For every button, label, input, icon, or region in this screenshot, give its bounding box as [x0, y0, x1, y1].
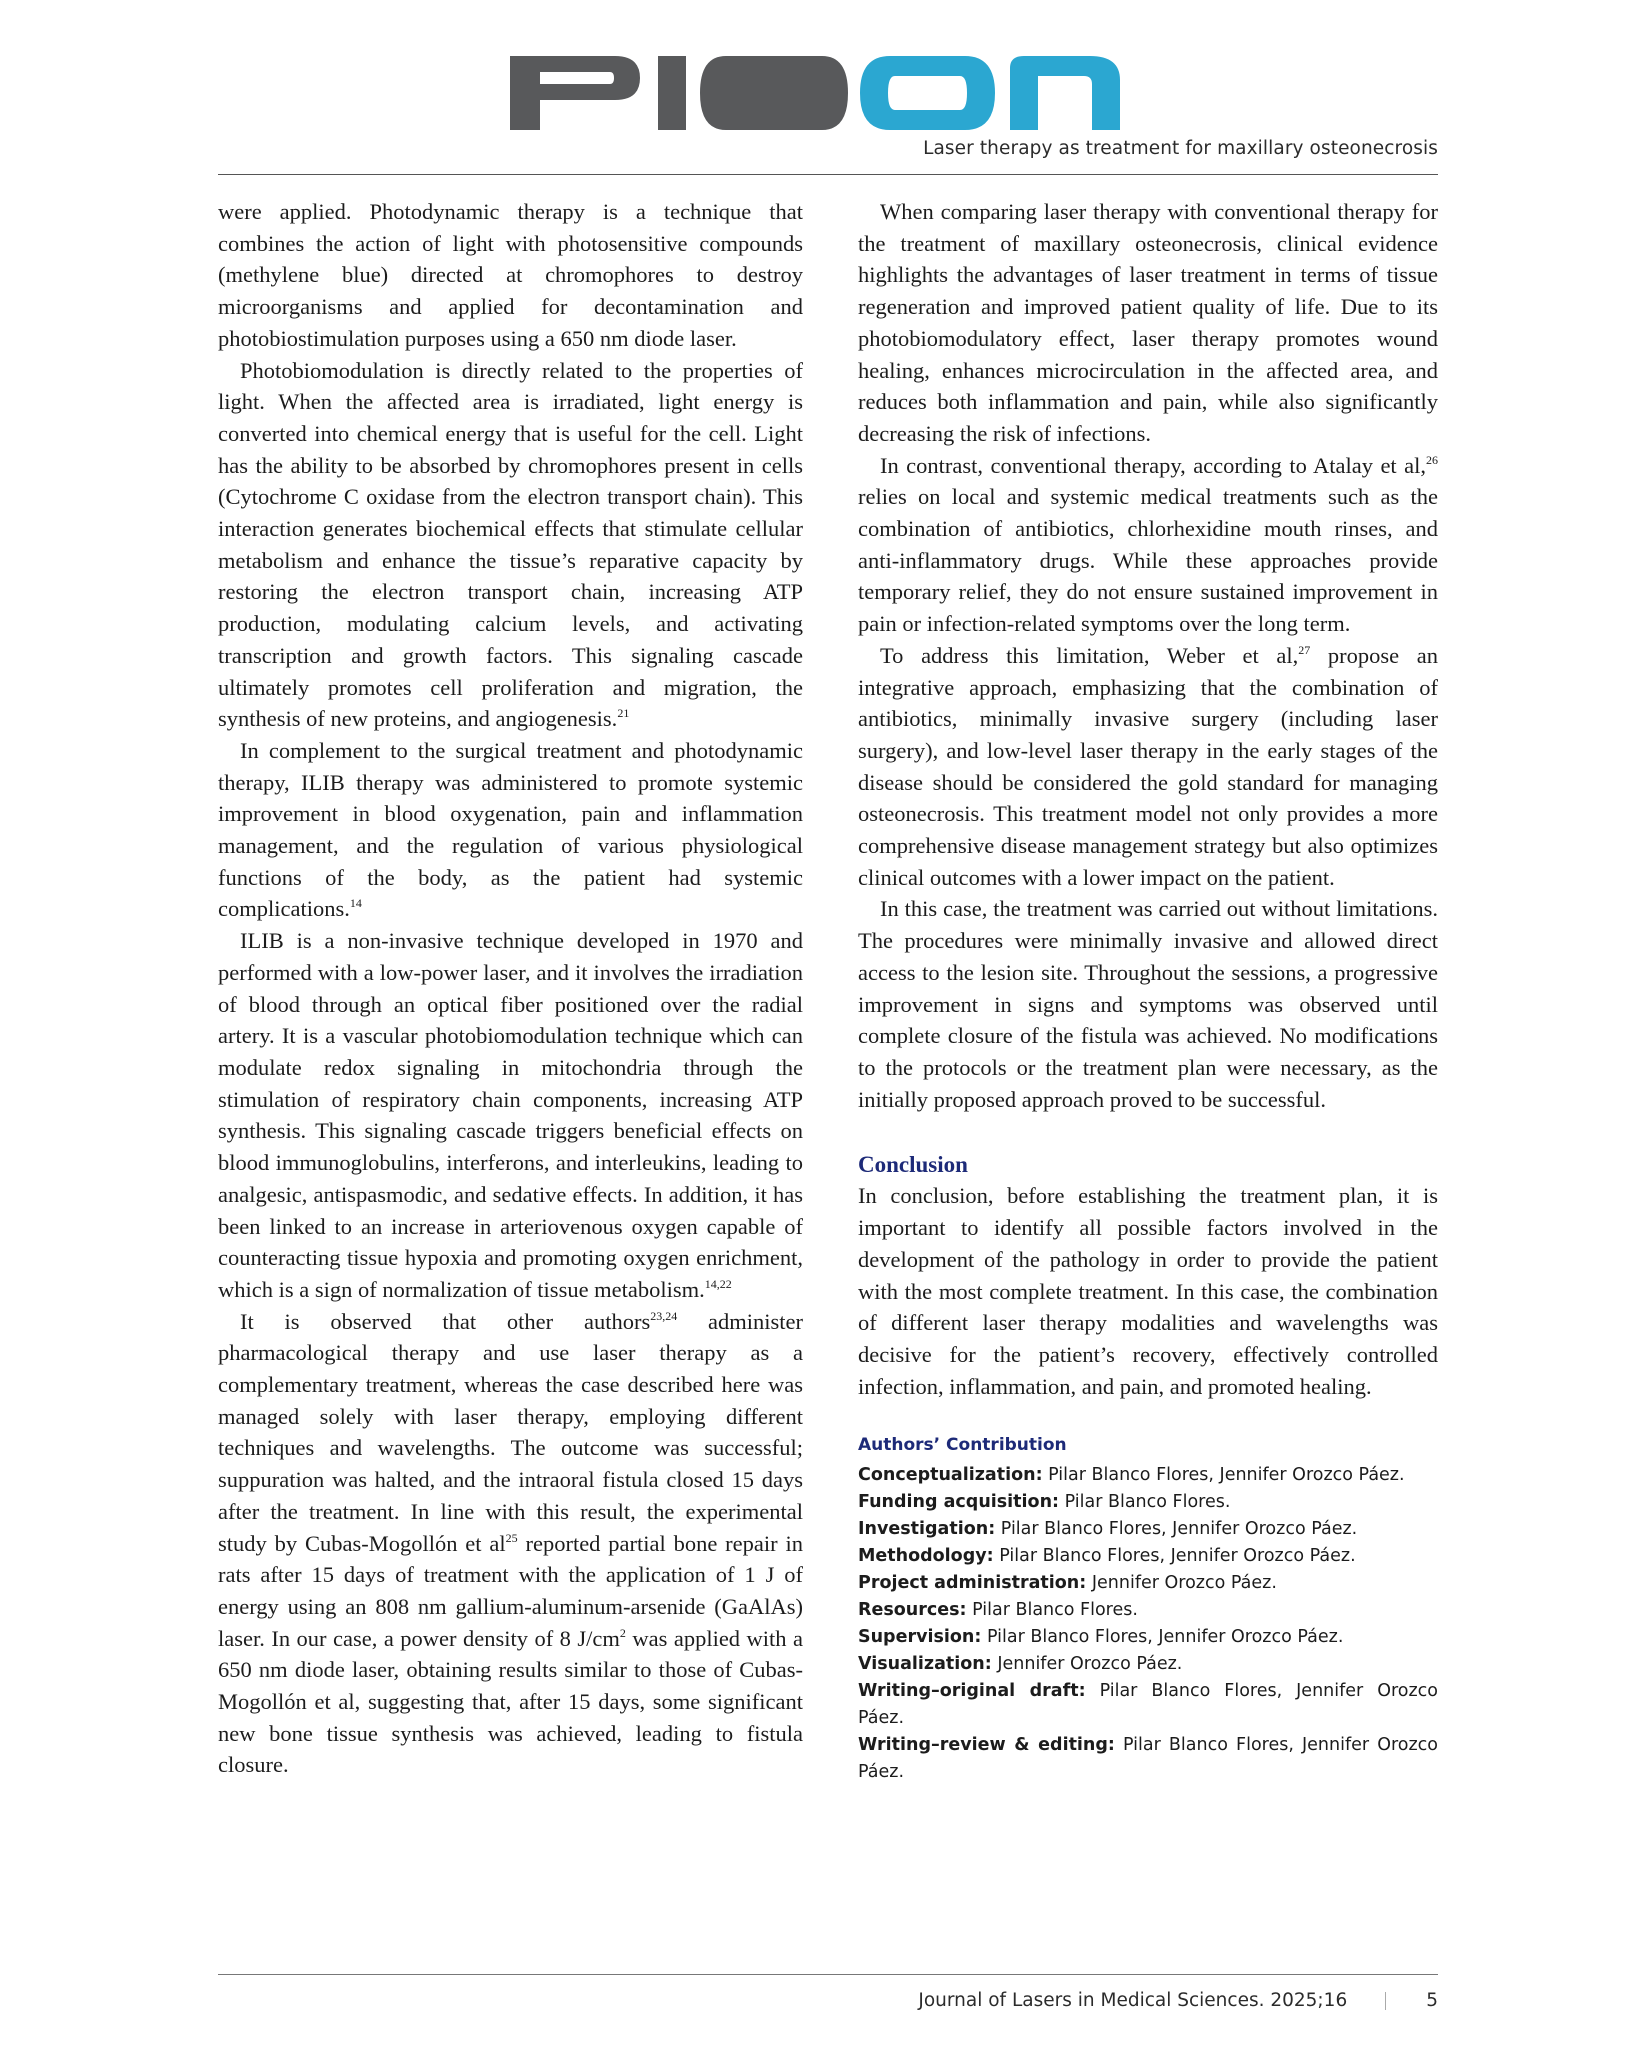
contribution-list	[858, 1462, 1438, 1786]
conclusion-heading: Conclusion	[858, 1152, 968, 1178]
footer-separator	[1385, 1992, 1386, 2010]
contribution-role: Resources:	[858, 1600, 967, 1621]
paragraph: When comparing laser therapy with conventional therapy for the treatment of maxillary osteonecrosis, clinical evidence highlights the advantages of laser treatment in terms of tissue regeneration and improved patient quality of life. Due to its photobiomodulatory effect, laser therapy promotes wound healing, enhances microcirculation in the affected area, and reduces both inflammation and pain, while also significantly decreasing the risk of infections.	[858, 199, 1438, 446]
contribution-authors: Jennifer Orozco Páez.	[991, 1654, 1183, 1675]
contribution-role: Investigation:	[858, 1519, 996, 1540]
contribution-role: Funding acquisition:	[858, 1492, 1060, 1513]
contribution-role: Project administration:	[858, 1573, 1087, 1594]
contribution-authors: Pilar Blanco Flores, Jennifer Orozco Páez.	[858, 1681, 1439, 1729]
journal-logo	[510, 37, 1140, 136]
paragraph: In complement to the surgical treatment and photodynamic therapy, ILIB therapy was administered to promote systemic improvement in blood oxygenation, pain and inflammation management, and the regulation of various physiological functions of the body, as the patient had systemic complications.$^{14}$	[218, 737, 803, 922]
paragraph: It is observed that other authors$^{23,24}$ administer pharmacological therapy and use laser therapy as a complementary treatment, whereas the case described here was managed solely with laser therapy, employing different techniques and wavelengths. The outcome was successful; suppuration was halted, and the intraoral fistula closed 15 days after the treatment. In line with this result, the experimental study by Cubas-Mogollón et $al^{25}$ reported partial bone repair in rats after 15 days of treatment with the application of 1 J of energy using an 808 nm gallium-aluminum-arsenide (GaAlAs) laser. In our case, a power density of 8 $J/cm^2$ was applied with a 650 nm diode laser, obtaining results similar to those of Cubas-Mogollón et al, suggesting that, after 15 days, some significant new bone tissue synthesis was achieved, leading to fistula closure.	[218, 1308, 803, 1778]
contribution-role: Writing–review & editing:	[858, 1735, 1115, 1756]
citation: 14,22	[704, 1276, 732, 1291]
citation: 27	[1298, 642, 1311, 657]
contribution-authors: Pilar Blanco Flores, Jennifer Orozco Páez.	[981, 1627, 1344, 1648]
contribution-item	[858, 1732, 1438, 1786]
contribution-item	[858, 1597, 1438, 1624]
contribution-item	[858, 1651, 1438, 1678]
contribution-heading: Authors’ Contribution	[858, 1435, 1067, 1456]
paragraph: In contrast, conventional therapy, according to Atalay et al,$^{26}$ relies on local and systemic medical treatments such as the combination of antibiotics, chlorhexidine mouth rinses, and anti-inflammatory drugs. While these approaches provide temporary relief, they do not ensure sustained improvement in pain or infection-related symptoms over the long term.	[858, 452, 1438, 637]
contribution-item	[858, 1489, 1438, 1516]
superscript: 2	[619, 1625, 626, 1640]
paragraph: In this case, the treatment was carried out without limitations. The procedures were minimally invasive and allowed direct access to the lesion site. Throughout the sessions, a progressive improvement in signs and symptoms was observed until complete closure of the fistula was achieved. No modifications to the protocols or the treatment plan were necessary, as the initially proposed approach proved to be successful.	[858, 896, 1438, 1112]
contribution-item	[858, 1516, 1438, 1543]
citation: 25	[505, 1530, 518, 1545]
contribution-role: Methodology:	[858, 1546, 994, 1567]
paragraph: were applied. Photodynamic therapy is a technique that combines the action of light with photosensitive compounds (methylene blue) directed at chromophores to destroy microorganisms and applied for decontamination and photobiostimulation purposes using a 650 nm diode laser.	[218, 199, 803, 351]
contribution-authors: Pilar Blanco Flores.	[1059, 1492, 1231, 1513]
journal-citation: Journal of Lasers in Medical Sciences. 2025;16	[918, 1990, 1348, 2011]
contribution-item	[858, 1462, 1438, 1489]
conclusion-paragraph: In conclusion, before establishing the treatment plan, it is important to identify all possible factors involved in the development of the pathology in order to provide the patient with the most complete treatment. In this case, the combination of different laser therapy modalities and wavelengths was decisive for the patient’s recovery, effectively controlled infection, inflammation, and pain, and promoted healing.	[858, 1183, 1438, 1399]
authors-contribution	[858, 1432, 1438, 1786]
citation: 21	[617, 706, 630, 721]
contribution-role: Writing–original draft:	[858, 1681, 1086, 1702]
paragraph: Photobiomodulation is directly related to the properties of light. When the affected area is irradiated, light energy is converted into chemical energy that is useful for the cell. Light has the ability to be absorbed by chromophores present in cells (Cytochrome C oxidase from the electron transport chain). This interaction generates biochemical effects that stimulate cellular metabolism and enhance the tissue’s reparative capacity by restoring the electron transport chain, increasing ATP production, modulating calcium levels, and activating transcription and growth factors. This signaling cascade ultimately promotes cell proliferation and migration, the synthesis of new proteins, and angiogenesis.$^{21}$	[218, 357, 803, 732]
left-column	[218, 196, 803, 1781]
logo-text: PIOON	[510, 37, 559, 54]
paragraph: To address this limitation, Weber et al,$^{27}$ propose an integrative approach, emphasizing that the combination of antibiotics, minimally invasive surgery (including laser surgery), and low-level laser therapy in the early stages of the disease should be considered the gold standard for managing osteonecrosis. This treatment model not only provides a more comprehensive disease management strategy but also optimizes clinical outcomes with a lower impact on the patient.	[858, 642, 1438, 890]
paragraph: ILIB is a non-invasive technique developed in 1970 and performed with a low-power laser, and it involves the irradiation of blood through an optical fiber positioned over the radial artery. It is a vascular photobiomodulation technique which can modulate redox signaling in mitochondria through the stimulation of respiratory chain components, increasing ATP synthesis. This signaling cascade triggers beneficial effects on blood immunoglobulins, interferons, and interleukins, leading to analgesic, antispasmodic, and sedative effects. In addition, it has been linked to an increase in arteriovenous oxygen capable of counteracting tissue hypoxia and promoting oxygen enrichment, which is a sign of normalization of tissue metabolism.$^{14,22}$	[218, 928, 803, 1302]
right-column	[858, 196, 1438, 1786]
contribution-role: Conceptualization:	[858, 1465, 1043, 1486]
contribution-authors: Jennifer Orozco Páez.	[1086, 1573, 1277, 1594]
contribution-item	[858, 1570, 1438, 1597]
contribution-item	[858, 1678, 1438, 1732]
citation: 14	[349, 896, 362, 911]
contribution-authors: Pilar Blanco Flores, Jennifer Orozco Páez.	[995, 1519, 1358, 1540]
citation: 26	[1426, 452, 1438, 467]
contribution-role: Visualization:	[858, 1654, 992, 1675]
contribution-authors: Pilar Blanco Flores, Jennifer Orozco Páez.	[858, 1735, 1438, 1783]
contribution-item	[858, 1624, 1438, 1651]
page-number: 5	[1426, 1990, 1438, 2011]
header-rule	[218, 174, 1438, 175]
contribution-role: Supervision:	[858, 1627, 982, 1648]
page-footer	[918, 1990, 1438, 2011]
contribution-authors: Pilar Blanco Flores.	[966, 1600, 1138, 1621]
footer-rule	[218, 1974, 1438, 1975]
contribution-item	[858, 1543, 1438, 1570]
contribution-authors: Pilar Blanco Flores, Jennifer Orozco Páez.	[993, 1546, 1356, 1567]
running-title: Laser therapy as treatment for maxillary osteonecrosis	[923, 138, 1438, 159]
contribution-authors: Pilar Blanco Flores, Jennifer Orozco Páez.	[1042, 1465, 1405, 1486]
citation: 23,24	[650, 1308, 678, 1323]
